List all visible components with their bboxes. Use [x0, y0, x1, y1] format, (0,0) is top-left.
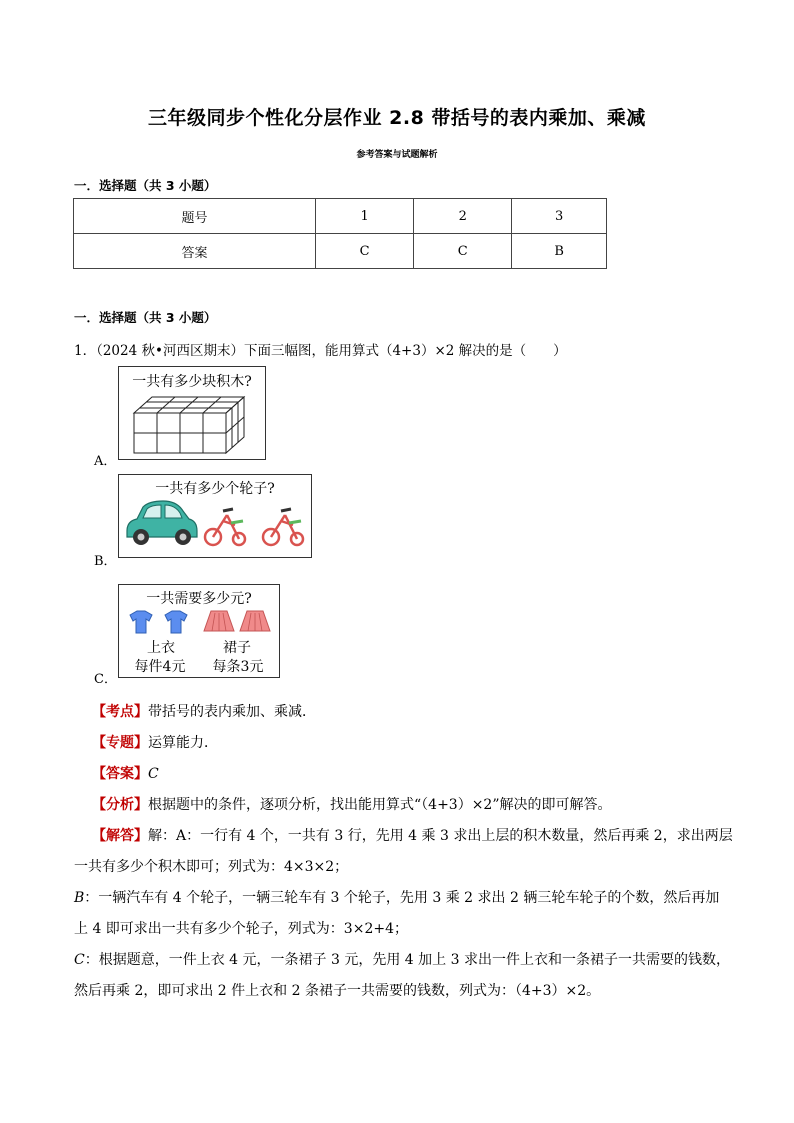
option-a-figure-title: 一共有多少块积木? — [132, 374, 252, 390]
table-header-label: 题号 — [74, 199, 316, 234]
shirt-label: 上衣 — [147, 640, 175, 656]
answer-table — [73, 198, 607, 269]
daan-tag: 【答案】 — [92, 766, 148, 782]
skirt-label: 裙子 — [223, 640, 251, 656]
jieda-line-1: 解：A：一行有 4 个，一共有 3 行，先用 4 乘 3 求出上层的积木数量，然后再乘 2，求出两层 — [148, 828, 733, 844]
option-c-explanation-text: ：根据题意，一件上衣 4 元，一条裙子 3 元，先用 4 加上 3 求出一件上衣和一条裙子一共需要的钱数， — [84, 952, 730, 968]
option-b-explanation-line-2: 上 4 即可求出一共有多少个轮子，列式为：3×2+4； — [74, 921, 408, 937]
blocks-illustration — [131, 393, 255, 455]
option-a-label: A． — [94, 454, 117, 469]
jieda-line — [92, 825, 733, 847]
kaodian-text: 带括号的表内乘加、乘减． — [148, 704, 316, 720]
table-cell-answer-1: C — [316, 234, 414, 269]
option-b-label: B． — [94, 554, 117, 569]
option-b-figure — [118, 474, 312, 558]
table-cell-number-3: 3 — [512, 199, 607, 234]
tricycle-icon — [203, 501, 249, 549]
tricycle-icon — [261, 501, 307, 549]
table-cell-answer-3: B — [512, 234, 607, 269]
option-c-figure-title: 一共需要多少元? — [146, 591, 252, 607]
car-icon — [123, 499, 199, 549]
section-heading-answers: 一．选择题（共 3 小题） — [74, 178, 217, 193]
question-stem: 1．（2024 秋•河西区期末）下面三幅图，能用算式（4+3）×2 解决的是（ ） — [74, 343, 567, 359]
section-heading-questions: 一．选择题（共 3 小题） — [74, 310, 217, 325]
shirt-icon — [127, 609, 191, 635]
option-b-explanation-label: B — [74, 890, 85, 906]
option-c-explanation-label: C — [74, 952, 85, 968]
document-subtitle: 参考答案与试题解析 — [356, 150, 438, 160]
shirt-price: 每件4元 — [134, 659, 186, 675]
answer-table-row-answers — [74, 234, 607, 269]
option-c-explanation-line-1 — [74, 949, 730, 971]
daan-text: C — [148, 766, 159, 782]
table-cell-number-1: 1 — [316, 199, 414, 234]
skirt-price: 每条3元 — [212, 659, 264, 675]
document-title: 三年级同步个性化分层作业 2.8 带括号的表内乘加、乘减 — [148, 107, 646, 129]
option-a-figure — [118, 366, 266, 460]
option-b-explanation-line-1 — [74, 887, 719, 909]
option-c-label: C． — [94, 672, 117, 687]
table-cell-answer-2: C — [414, 234, 512, 269]
fenxi-text: 根据题中的条件，逐项分析，找出能用算式“（4+3）×2”解决的即可解答。 — [148, 797, 612, 813]
option-b-figure-title: 一共有多少个轮子? — [155, 481, 275, 497]
zhuanti-line — [92, 732, 218, 754]
option-c-explanation-line-2: 然后再乘 2，即可求出 2 件上衣和 2 条裙子一共需要的钱数，列式为：（4+3）×2。 — [74, 983, 601, 999]
kaodian-line — [92, 701, 316, 723]
table-answer-label: 答案 — [74, 234, 316, 269]
zhuanti-tag: 【专题】 — [92, 735, 148, 751]
daan-line — [92, 763, 159, 785]
jieda-line-2: 一共有多少个积木即可；列式为：4×3×2； — [74, 859, 349, 875]
kaodian-tag: 【考点】 — [92, 704, 148, 720]
zhuanti-text: 运算能力． — [148, 735, 218, 751]
fenxi-tag: 【分析】 — [92, 797, 148, 813]
option-c-figure — [118, 584, 280, 678]
jieda-tag: 【解答】 — [92, 828, 148, 844]
option-b-explanation-text: ：一辆汽车有 4 个轮子，一辆三轮车有 3 个轮子，先用 3 乘 2 求出 2 辆三轮车轮子的个数，然后再加 — [84, 890, 720, 906]
table-cell-number-2: 2 — [414, 199, 512, 234]
answer-table-row-numbers — [74, 199, 607, 234]
skirt-icon — [203, 609, 273, 635]
fenxi-line — [92, 794, 612, 816]
